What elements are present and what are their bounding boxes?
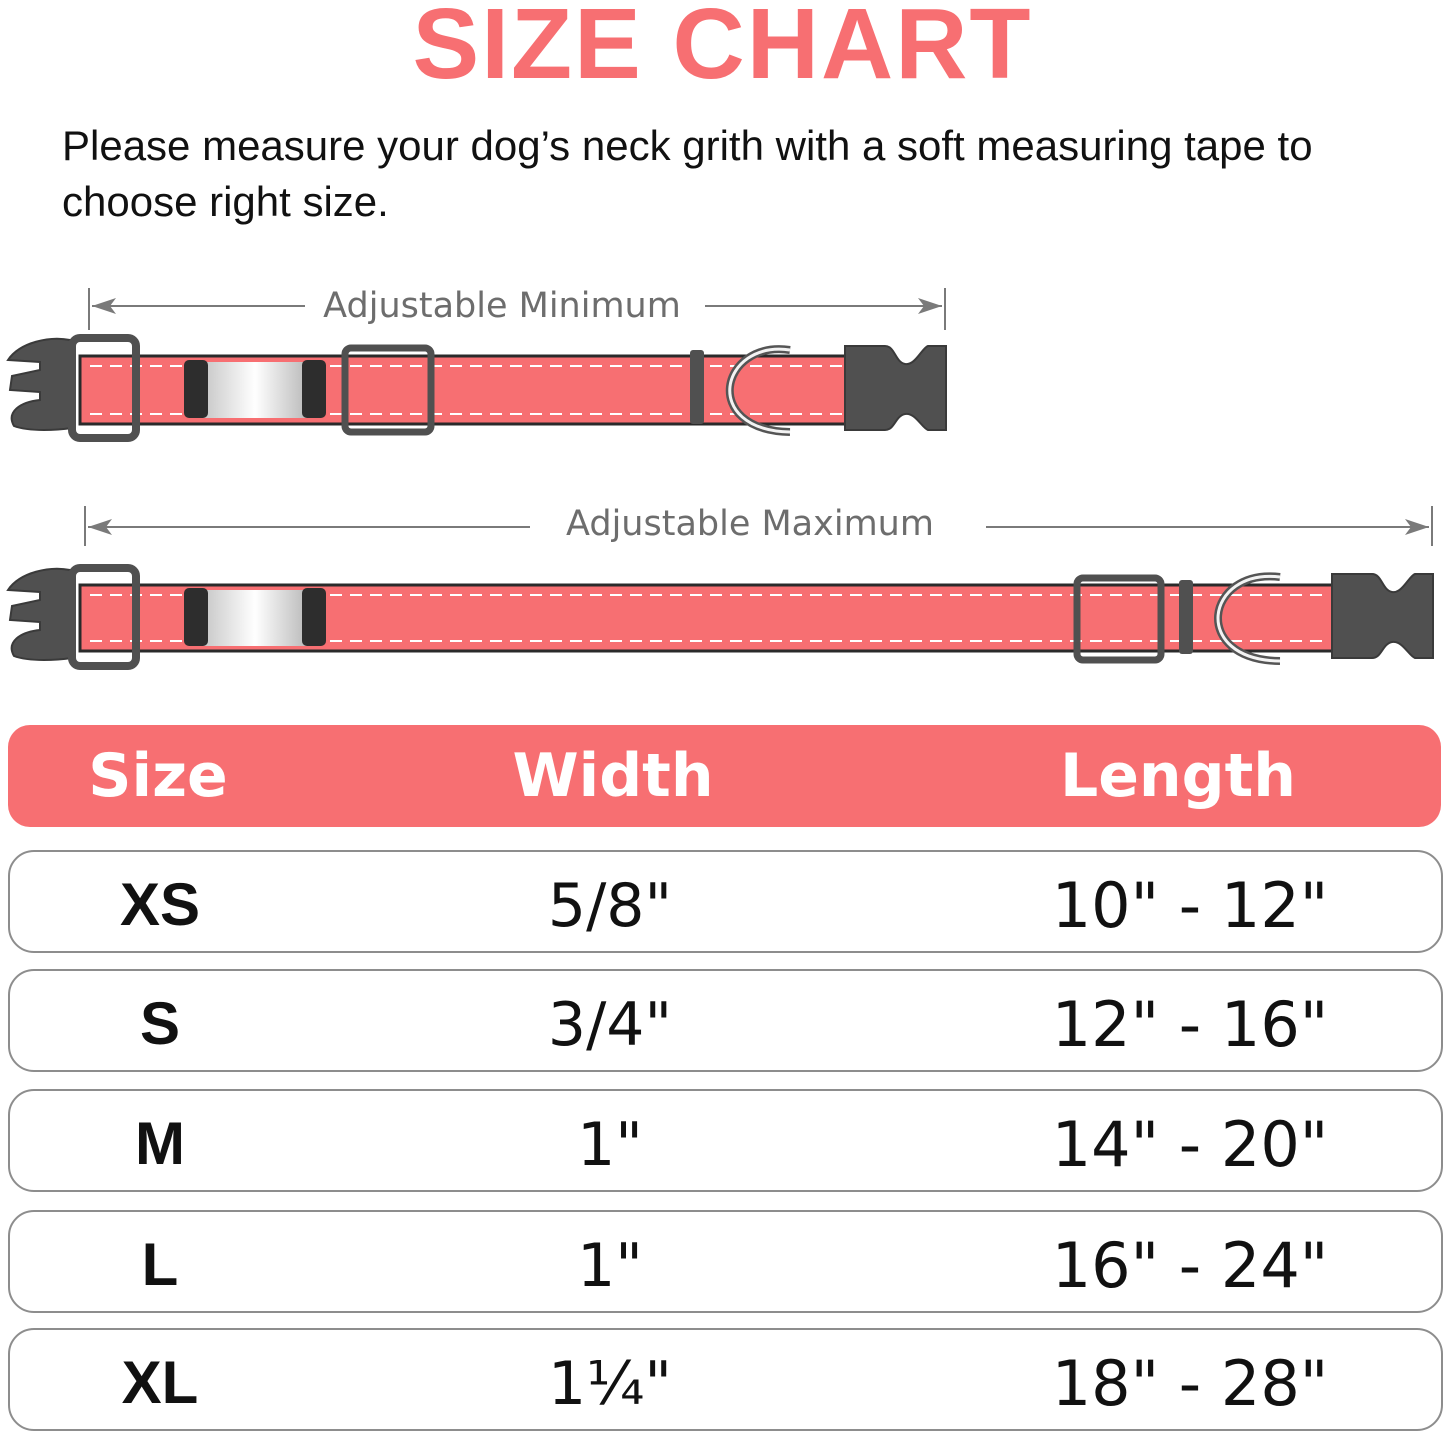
- adjustable-minimum-label: Adjustable Minimum: [312, 286, 692, 326]
- row-size: XL: [121, 1349, 199, 1416]
- adjustable-maximum-label: Adjustable Maximum: [545, 504, 955, 544]
- table-row: [8, 1210, 1443, 1313]
- header-length: Length: [1060, 741, 1296, 811]
- row-length: 10" - 12": [1051, 869, 1329, 942]
- row-size: M: [135, 1110, 185, 1177]
- row-width: 5/8": [547, 871, 673, 941]
- row-length: 12" - 16": [1051, 988, 1329, 1061]
- row-width: 1": [577, 1110, 643, 1180]
- row-width: 3/4": [547, 990, 673, 1060]
- row-width: 1": [577, 1231, 643, 1301]
- table-row: [8, 1089, 1443, 1192]
- row-length: 18" - 28": [1051, 1347, 1329, 1420]
- table-row: [8, 1328, 1443, 1431]
- row-length: 14" - 20": [1051, 1108, 1329, 1181]
- header-width: Width: [512, 741, 714, 811]
- table-row: [8, 969, 1443, 1072]
- row-length: 16" - 24": [1051, 1229, 1329, 1302]
- collar-minimum-illustration: [0, 280, 960, 450]
- page-title: SIZE CHART: [412, 0, 1033, 100]
- size-table-header: [8, 725, 1441, 827]
- collar-maximum-illustration: [0, 500, 1445, 675]
- row-size: L: [141, 1231, 179, 1298]
- header-size: Size: [88, 741, 228, 811]
- row-width: 1¼": [548, 1349, 672, 1419]
- table-row: [8, 850, 1443, 953]
- row-size: S: [139, 990, 181, 1057]
- measure-instructions: Please measure your dog’s neck grith with a soft measuring tape to choose right size.: [62, 122, 1313, 225]
- row-size: XS: [119, 871, 201, 938]
